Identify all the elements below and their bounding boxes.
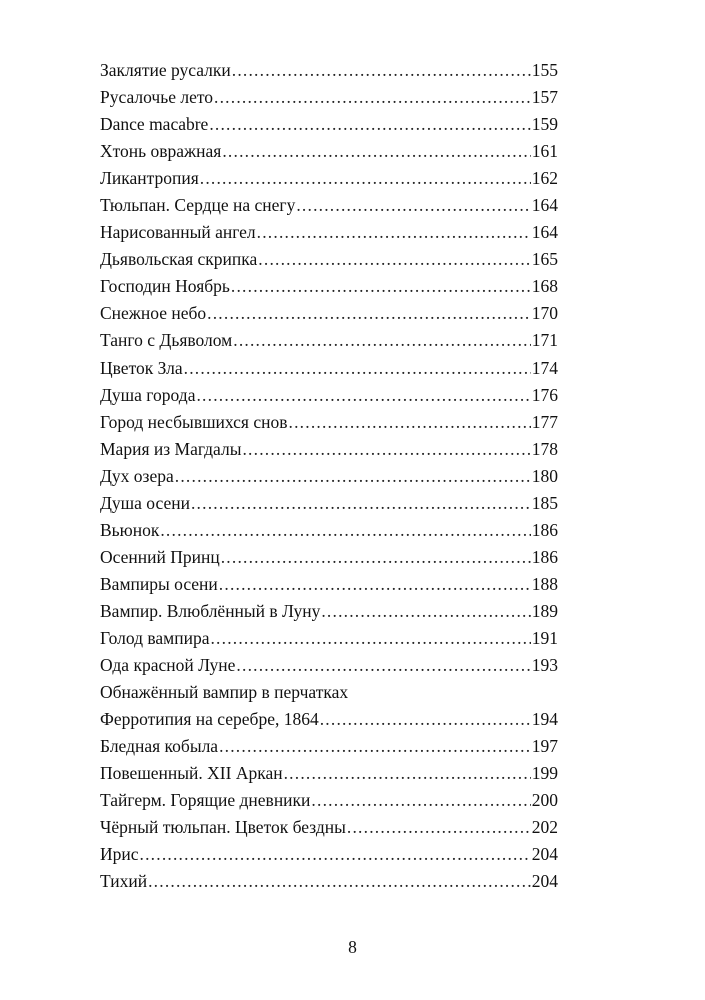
- dot-leader: [232, 57, 531, 84]
- toc-entry: [100, 382, 558, 409]
- toc-entry: [100, 300, 558, 327]
- toc-entry-title: Господин Ноябрь: [100, 276, 230, 297]
- toc-entry: [100, 625, 558, 652]
- toc-entry-title: Обнажённый вампир в перчатках: [100, 682, 349, 703]
- toc-entry-page: 197: [531, 736, 558, 757]
- dot-leader: [219, 571, 531, 598]
- toc-entry-page: 185: [531, 492, 558, 513]
- toc-entry-page: 164: [531, 195, 558, 216]
- toc-entry: [100, 84, 558, 111]
- toc-entry-title: Цветок Зла: [100, 357, 183, 378]
- toc-entry: [100, 760, 558, 787]
- toc-entry: [100, 57, 558, 84]
- dot-leader: [207, 300, 531, 327]
- toc-entry-title: Повешенный. XII Аркан: [100, 763, 283, 784]
- toc-entry-title: Мария из Магдалы: [100, 438, 242, 459]
- dot-leader: [320, 706, 531, 733]
- dot-leader: [233, 327, 531, 354]
- toc-entry-page: 186: [531, 546, 558, 567]
- toc-entry: [100, 814, 558, 841]
- toc-entry: [100, 111, 558, 138]
- toc-entry: [100, 165, 558, 192]
- toc-entry: [100, 679, 558, 706]
- dot-leader: [140, 841, 531, 868]
- dot-leader: [289, 409, 531, 436]
- dot-leader: [236, 652, 530, 679]
- toc-entry-page: 174: [531, 357, 558, 378]
- table-of-contents: [100, 57, 558, 895]
- toc-entry: [100, 246, 558, 273]
- toc-entry: [100, 463, 558, 490]
- dot-leader: [175, 463, 531, 490]
- dot-leader: [214, 84, 531, 111]
- toc-entry-title: Чёрный тюльпан. Цветок бездны: [100, 817, 346, 838]
- toc-entry-title: Вьюнок: [100, 519, 160, 540]
- toc-entry-page: 188: [531, 573, 558, 594]
- toc-entry: [100, 355, 558, 382]
- toc-entry-title: Ода красной Луне: [100, 655, 236, 676]
- toc-entry: [100, 787, 558, 814]
- dot-leader: [200, 165, 531, 192]
- dot-leader: [284, 760, 531, 787]
- dot-leader: [311, 787, 530, 814]
- dot-leader: [219, 733, 531, 760]
- toc-entry-page: 200: [531, 790, 558, 811]
- toc-entry: [100, 706, 558, 733]
- toc-entry-title: Хтонь овражная: [100, 141, 222, 162]
- toc-entry-page: 178: [531, 438, 558, 459]
- dot-leader: [221, 544, 531, 571]
- toc-entry-title: Город несбывшихся снов: [100, 411, 288, 432]
- page-number: 8: [348, 937, 357, 957]
- toc-entry-title: Душа города: [100, 384, 196, 405]
- toc-entry-title: Ликантропия: [100, 168, 199, 189]
- toc-entry-title: Dance macabre: [100, 114, 209, 135]
- toc-entry-page: 189: [531, 600, 558, 621]
- dot-leader: [347, 814, 531, 841]
- dot-leader: [196, 382, 530, 409]
- dot-leader: [258, 246, 530, 273]
- toc-entry-page: 186: [531, 519, 558, 540]
- dot-leader: [296, 192, 530, 219]
- toc-entry: [100, 409, 558, 436]
- toc-entry-page: 168: [531, 276, 558, 297]
- dot-leader: [231, 273, 531, 300]
- toc-entry-title: Нарисованный ангел: [100, 222, 256, 243]
- toc-entry-page: 177: [531, 411, 558, 432]
- toc-entry-page: 159: [531, 114, 558, 135]
- toc-entry: [100, 517, 558, 544]
- toc-entry-title: Осенний Принц: [100, 546, 220, 567]
- toc-entry-title: Ирис: [100, 844, 139, 865]
- toc-entry-page: 170: [531, 303, 558, 324]
- dot-leader: [184, 355, 531, 382]
- dot-leader: [148, 868, 531, 895]
- dot-leader: [209, 111, 530, 138]
- toc-entry-page: 157: [531, 87, 558, 108]
- toc-entry: [100, 733, 558, 760]
- dot-leader: [257, 219, 531, 246]
- toc-entry-title: Снежное небо: [100, 303, 207, 324]
- toc-entry-page: 202: [531, 817, 558, 838]
- toc-entry-page: 204: [531, 844, 558, 865]
- toc-entry-page: 155: [531, 60, 558, 80]
- toc-entry-page: 204: [531, 871, 558, 892]
- toc-entry: [100, 571, 558, 598]
- toc-entry: [100, 544, 558, 571]
- toc-entry-title: Тюльпан. Сердце на снегу: [100, 195, 296, 216]
- dot-leader: [242, 436, 530, 463]
- toc-entry: [100, 138, 558, 165]
- toc-entry-title: Душа осени: [100, 492, 190, 513]
- toc-entry-title: Голод вампира: [100, 627, 210, 648]
- toc-entry-page: 171: [531, 330, 558, 351]
- toc-entry-title: Бледная кобыла: [100, 736, 219, 757]
- toc-entry-title: Тихий: [100, 871, 148, 892]
- toc-entry-page: 165: [531, 249, 558, 270]
- dot-leader: [321, 598, 530, 625]
- toc-entry-page: 194: [531, 709, 558, 730]
- toc-entry: [100, 192, 558, 219]
- toc-entry-title: Тайгерм. Горящие дневники: [100, 790, 311, 811]
- toc-entry: [100, 436, 558, 463]
- dot-leader: [160, 517, 530, 544]
- toc-entry-title: Дьявольская скрипка: [100, 249, 258, 270]
- dot-leader: [210, 625, 530, 652]
- toc-entry-page: 164: [531, 222, 558, 243]
- toc-entry-page: 191: [531, 627, 558, 648]
- toc-entry-title: Русалочье лето: [100, 87, 214, 108]
- toc-entry-title: Ферротипия на серебре, 1864: [100, 709, 319, 730]
- toc-entry-page: 199: [531, 763, 558, 784]
- dot-leader: [222, 138, 530, 165]
- toc-entry: [100, 652, 558, 679]
- toc-entry: [100, 327, 558, 354]
- toc-entry-page: 176: [531, 384, 558, 405]
- toc-entry: [100, 273, 558, 300]
- toc-entry-page: 193: [531, 655, 558, 676]
- toc-entry: [100, 868, 558, 895]
- toc-entry-title: Дух озера: [100, 465, 174, 486]
- toc-entry: [100, 841, 558, 868]
- toc-entry-page: 161: [531, 141, 558, 162]
- toc-entry-page: 162: [531, 168, 558, 189]
- toc-entry-title: Вампир. Влюблённый в Луну: [100, 600, 321, 621]
- dot-leader: [191, 490, 531, 517]
- toc-entry-page: 180: [531, 465, 558, 486]
- toc-entry: [100, 490, 558, 517]
- toc-entry-title: Вампиры осени: [100, 573, 218, 594]
- toc-entry-title: Заклятие русалки: [100, 60, 231, 80]
- toc-entry: [100, 598, 558, 625]
- toc-entry: [100, 219, 558, 246]
- toc-entry-title: Танго с Дьяволом: [100, 330, 233, 351]
